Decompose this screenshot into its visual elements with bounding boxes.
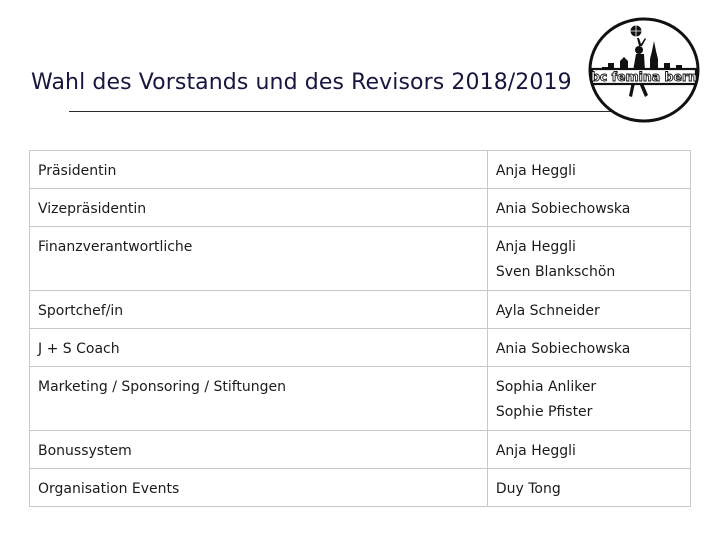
- name-cell: [487, 431, 690, 469]
- club-logo: [588, 17, 700, 123]
- role-cell: Marketing / Sponsoring / Stiftungen: [30, 367, 488, 431]
- name-cell: [487, 151, 690, 189]
- role-cell: Bonussystem: [30, 431, 488, 469]
- table-row: [30, 189, 691, 227]
- role-cell: J + S Coach: [30, 329, 488, 367]
- member-name: Ayla Schneider: [495, 303, 600, 319]
- member-name: Ania Sobiechowska: [495, 201, 631, 217]
- table-row: [30, 431, 691, 469]
- page-title: Wahl des Vorstands und des Revisors 2018/2019: [31, 70, 572, 95]
- role-cell: Präsidentin: [30, 151, 488, 189]
- table-row: [30, 469, 691, 507]
- role-cell: Finanzverantwortliche: [30, 227, 488, 291]
- table-row: [30, 329, 691, 367]
- name-cell: [487, 469, 690, 507]
- title-underline: [69, 111, 625, 112]
- member-name: Sophie Pfister: [495, 404, 593, 420]
- table-row: [30, 151, 691, 189]
- name-cell: [487, 329, 690, 367]
- role-cell: Organisation Events: [30, 469, 488, 507]
- member-name: Sven Blankschön: [495, 264, 616, 280]
- basketball-player-logo-icon: [588, 17, 700, 123]
- member-name: Anja Heggli: [495, 163, 576, 179]
- name-cell: [487, 367, 690, 431]
- member-name: Duy Tong: [495, 481, 561, 497]
- member-name: Sophia Anliker: [495, 379, 597, 395]
- table-row: [30, 227, 691, 291]
- name-cell: [487, 227, 690, 291]
- board-table: [29, 150, 691, 507]
- member-name: Anja Heggli: [495, 239, 576, 255]
- member-name: Anja Heggli: [495, 443, 576, 459]
- table-row: [30, 291, 691, 329]
- member-name: Ania Sobiechowska: [495, 341, 631, 357]
- role-cell: Sportchef/in: [30, 291, 488, 329]
- table-row: [30, 367, 691, 431]
- logo-text: bc femina bern: [590, 69, 698, 84]
- role-cell: Vizepräsidentin: [30, 189, 488, 227]
- name-cell: [487, 189, 690, 227]
- name-cell: [487, 291, 690, 329]
